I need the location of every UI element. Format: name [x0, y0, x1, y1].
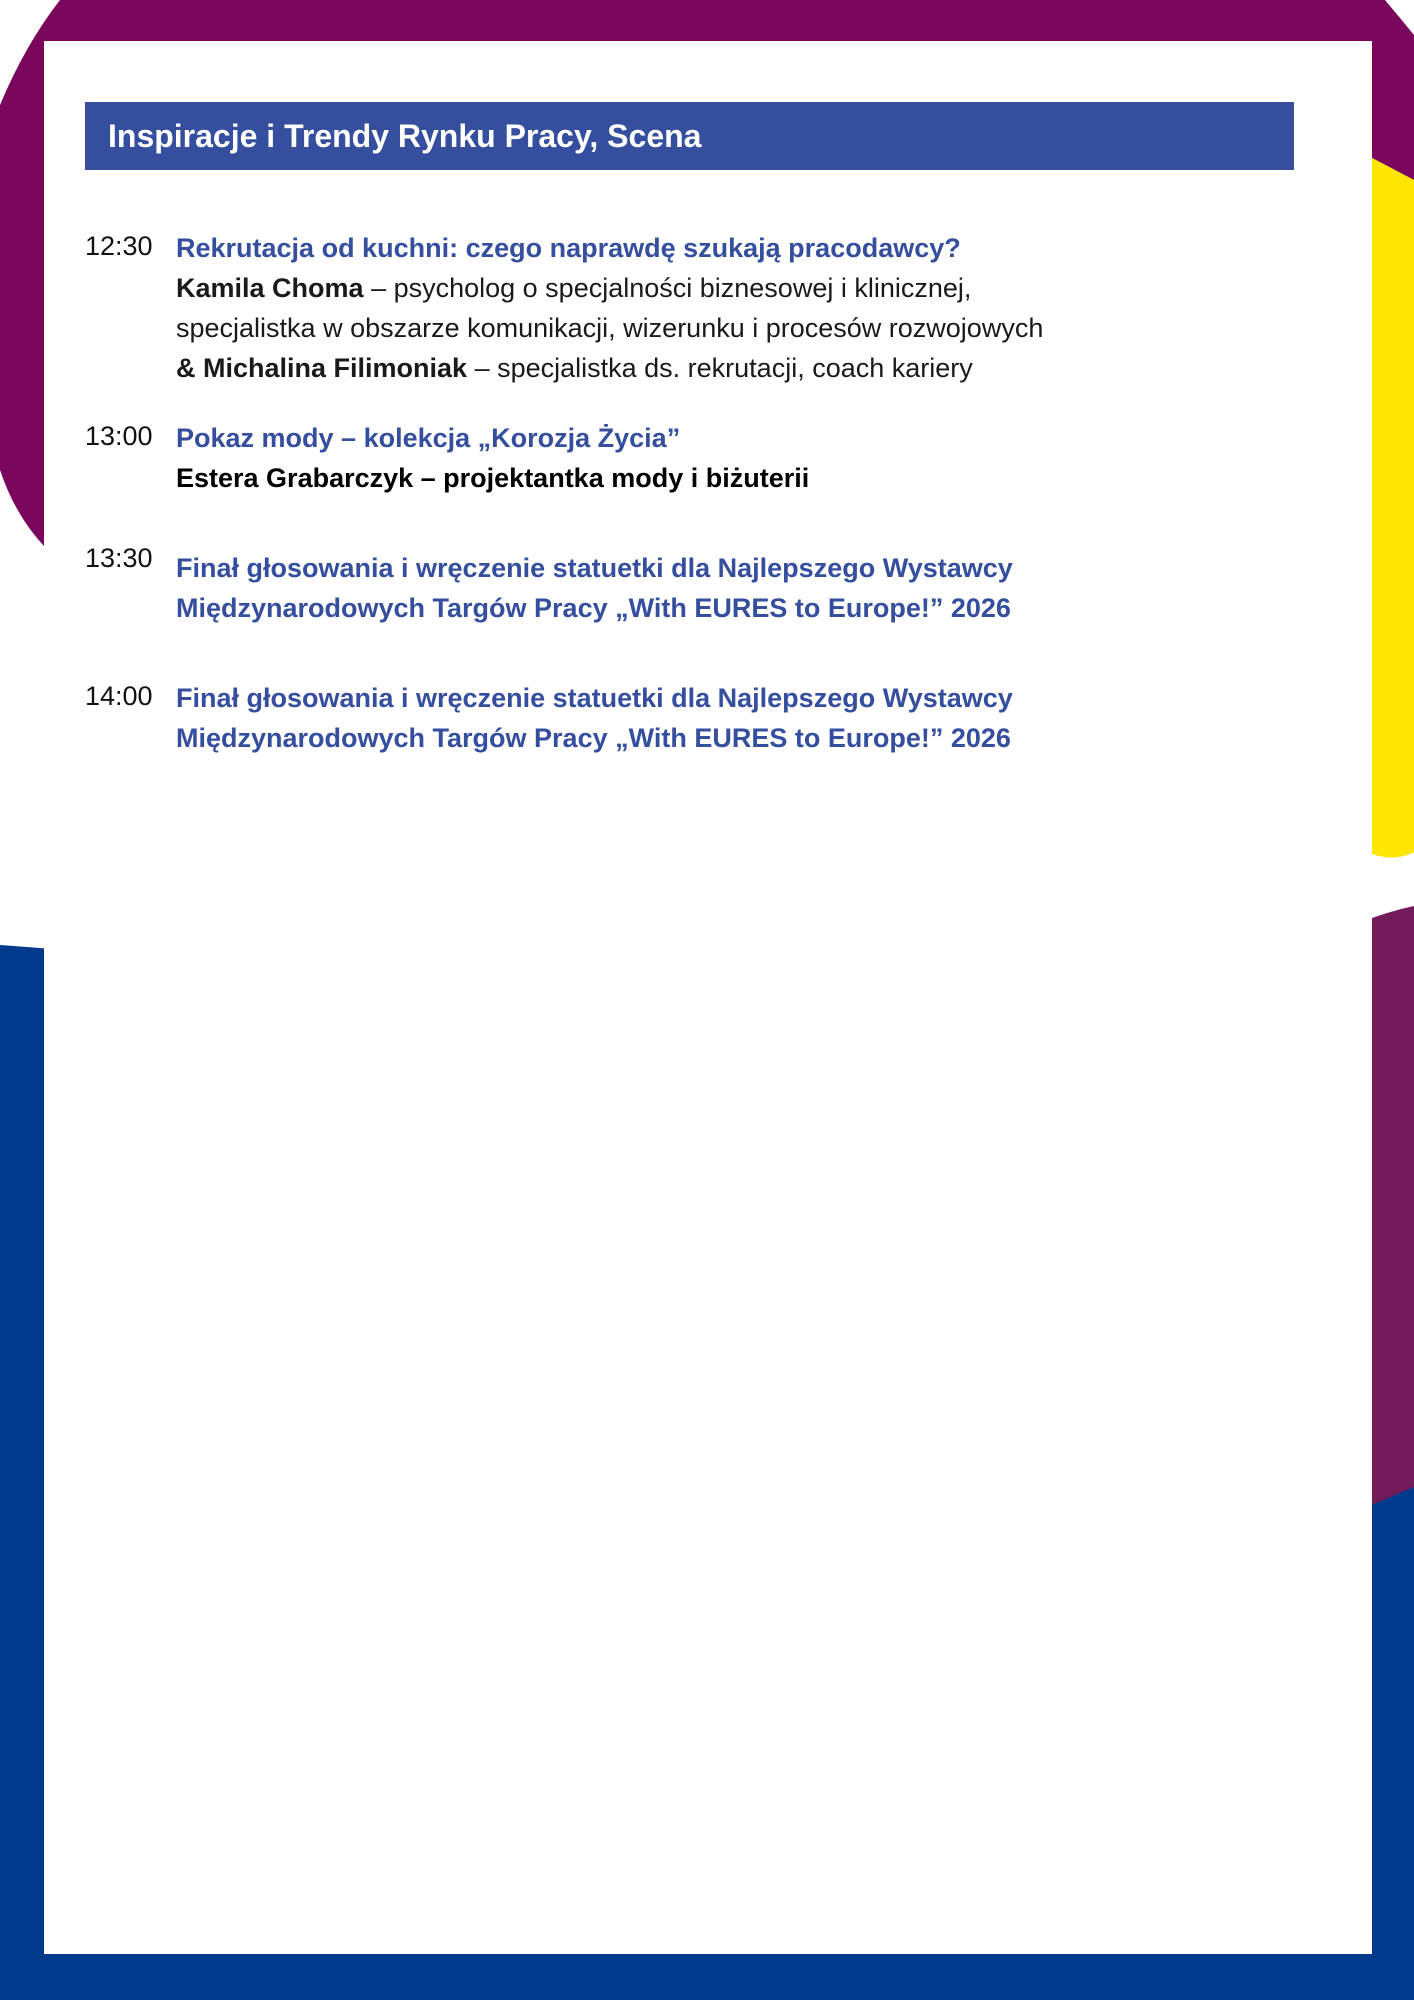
entry-subtitle: Estera Grabarczyk – projektantka mody i biżuterii	[176, 463, 810, 493]
entry-title: Pokaz mody – kolekcja „Korozja Życia”	[176, 423, 681, 453]
entry-title: Rekrutacja od kuchni: czego naprawdę szukają pracodawcy?	[176, 233, 961, 263]
magenta-shape	[1372, 906, 1414, 1505]
speaker-line	[176, 348, 1276, 388]
speaker-line	[176, 268, 1276, 308]
speaker-name: Kamila Choma	[176, 273, 364, 303]
entry-content	[176, 228, 1276, 388]
entry-content	[176, 678, 1276, 758]
entry-title-line: Międzynarodowych Targów Pracy „With EURES to Europe!” 2026	[176, 593, 1011, 623]
entry-time: 14:00	[85, 681, 153, 711]
entry-title-line: Finał głosowania i wręczenie statuetki dla Najlepszego Wystawcy	[176, 683, 1013, 713]
entry-time: 13:30	[85, 543, 153, 573]
speaker-name: & Michalina Filimoniak	[176, 353, 468, 383]
section-header	[85, 102, 1294, 170]
entry-time: 13:00	[85, 421, 153, 451]
speaker-description: – psycholog o specjalności biznesowej i klinicznej,	[363, 273, 972, 303]
section-title: Inspiracje i Trendy Rynku Pracy, Scena	[108, 117, 702, 154]
entry-content	[176, 548, 1276, 628]
entry-title-line: Międzynarodowych Targów Pracy „With EURES to Europe!” 2026	[176, 723, 1011, 753]
speaker-description-continued: specjalistka w obszarze komunikacji, wizerunku i procesów rozwojowych	[176, 313, 1044, 343]
yellow-shape	[1372, 158, 1414, 858]
speaker-description: – specjalistka ds. rekrutacji, coach kariery	[467, 353, 973, 383]
entry-time: 12:30	[85, 231, 153, 261]
entry-content	[176, 418, 1276, 498]
entry-title-line: Finał głosowania i wręczenie statuetki dla Najlepszego Wystawcy	[176, 553, 1013, 583]
